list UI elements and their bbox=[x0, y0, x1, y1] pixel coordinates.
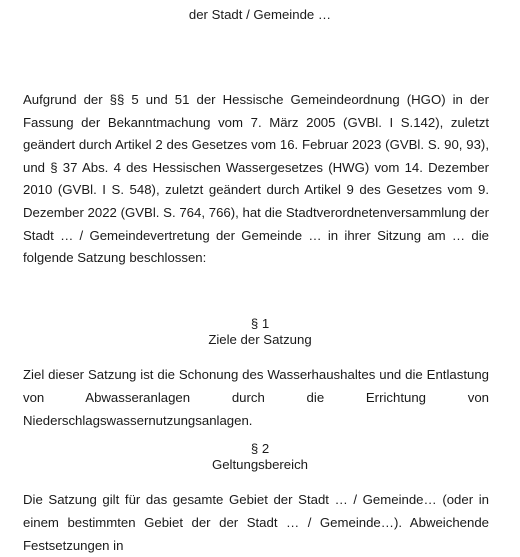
section-2-number: § 2 bbox=[250, 441, 270, 456]
section-2-heading bbox=[0, 441, 520, 473]
section-1-title: Ziele der Satzung bbox=[208, 332, 312, 347]
preamble-paragraph: Aufgrund der §§ 5 und 51 der Hessische Gemeindeordnung (HGO) in der Fassung der Bekanntmachung vom 7. März 2005 (GVBl. I S.142), zuletzt geändert durch Artikel 2 des Gesetzes vom 16. Februar 2023 (GVBl. S. 90, 93), und § 37 Abs. 4 des Hessischen Wassergesetzes (HWG) vom 14. Dezember 2010 (GVBl. I S. 548), zuletzt geändert durch Artikel 9 des Gesetzes vom 9. Dezember 2022 (GVBl. S. 764, 766), hat die Stadtverordnetenversammlung der Stadt … / Gemeindevertretung der Gemeinde … in ihrer Sitzung am … die folgende Satzung beschlossen: bbox=[23, 92, 489, 266]
section-1-number: § 1 bbox=[250, 316, 270, 331]
section-2-title: Geltungsbereich bbox=[211, 457, 309, 472]
section-1-heading bbox=[0, 316, 520, 348]
municipality-line: der Stadt / Gemeinde … bbox=[188, 7, 332, 22]
section-1-body: Ziel dieser Satzung ist die Schonung des Wasserhaushaltes und die Entlastung von Abwasseranlagen durch die Errichtung von Niederschlagswassernutzungsanlagen. bbox=[23, 367, 489, 428]
section-2-body: Die Satzung gilt für das gesamte Gebiet der Stadt … / Gemeinde… (oder in einem bestimmten Gebiet der der Stadt … / Gemeinde…). Abweichende Festsetzungen in bbox=[23, 492, 489, 553]
